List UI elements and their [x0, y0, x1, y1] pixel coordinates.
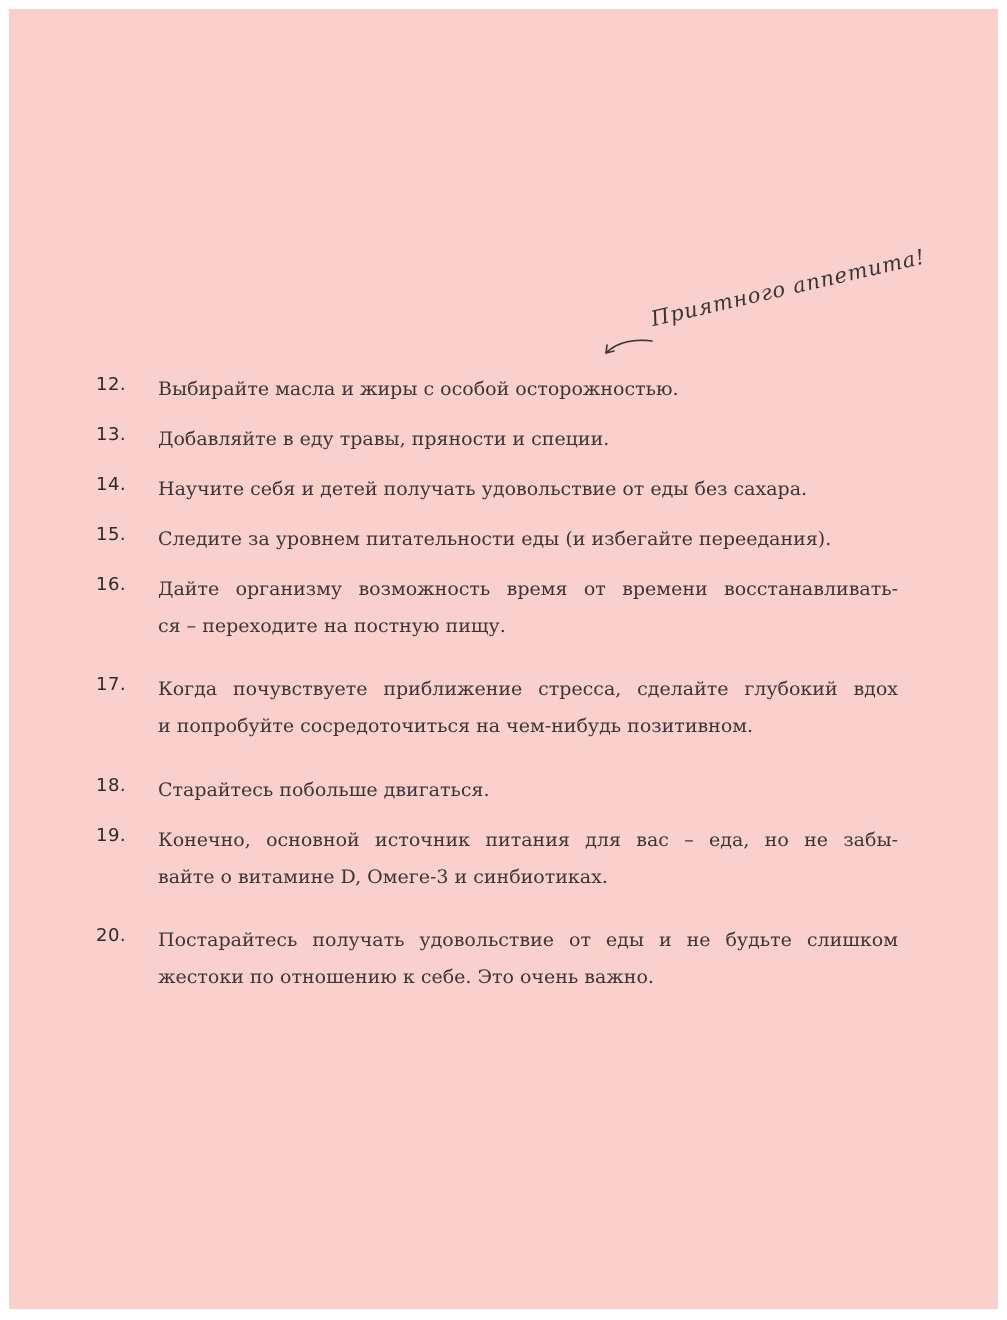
- text-line: Когда почувствуете приближение стресса, сделайте глубокий вдох: [158, 678, 898, 700]
- tips-list: [9, 9, 998, 1309]
- text-line: Научите себя и детей получать удовольствие от еды без сахара.: [158, 478, 808, 500]
- text-line: вайте о витамине D, Омеге-3 и синбиотиках.: [158, 866, 608, 888]
- list-item-number: 14.: [96, 474, 127, 495]
- handwritten-note-text: Приятного аппетита!: [648, 244, 928, 331]
- list-item-number: 20.: [96, 925, 127, 946]
- list-item-number: 16.: [96, 574, 127, 595]
- text-line: ся – переходите на постную пищу.: [158, 615, 506, 637]
- text-line: и попробуйте сосредоточиться на чем-нибудь позитивном.: [158, 715, 754, 737]
- list-item-number: 17.: [96, 674, 127, 695]
- list-item-text: [158, 571, 898, 645]
- list-item-text: [158, 371, 898, 408]
- list-item-text: [158, 922, 898, 996]
- text-line: Старайтесь побольше двигаться.: [158, 779, 490, 801]
- text-line: Добавляйте в еду травы, пряности и специи.: [158, 428, 610, 450]
- list-item-text: [158, 471, 898, 508]
- list-item-number: 19.: [96, 825, 127, 846]
- list-item-number: 15.: [96, 524, 127, 545]
- list-item-text: [158, 671, 898, 745]
- list-item-number: 18.: [96, 775, 127, 796]
- list-item-text: [158, 421, 898, 458]
- text-line: Дайте организму возможность время от времени восстанавливать-: [158, 578, 898, 600]
- list-item-text: [158, 521, 898, 558]
- text-line: Выбирайте масла и жиры с особой осторожностью.: [158, 378, 679, 400]
- list-item-number: 13.: [96, 424, 127, 445]
- book-page: [9, 9, 998, 1309]
- list-item-number: 12.: [96, 374, 127, 395]
- text-line: Конечно, основной источник питания для вас – еда, но не забы-: [158, 829, 898, 851]
- list-item-text: [158, 822, 898, 896]
- text-line: Постарайтесь получать удовольствие от еды и не будьте слишком: [158, 929, 898, 951]
- text-line: Следите за уровнем питательности еды (и избегайте переедания).: [158, 528, 832, 550]
- text-line: жестоки по отношению к себе. Это очень важно.: [158, 966, 654, 988]
- list-item-text: [158, 772, 898, 809]
